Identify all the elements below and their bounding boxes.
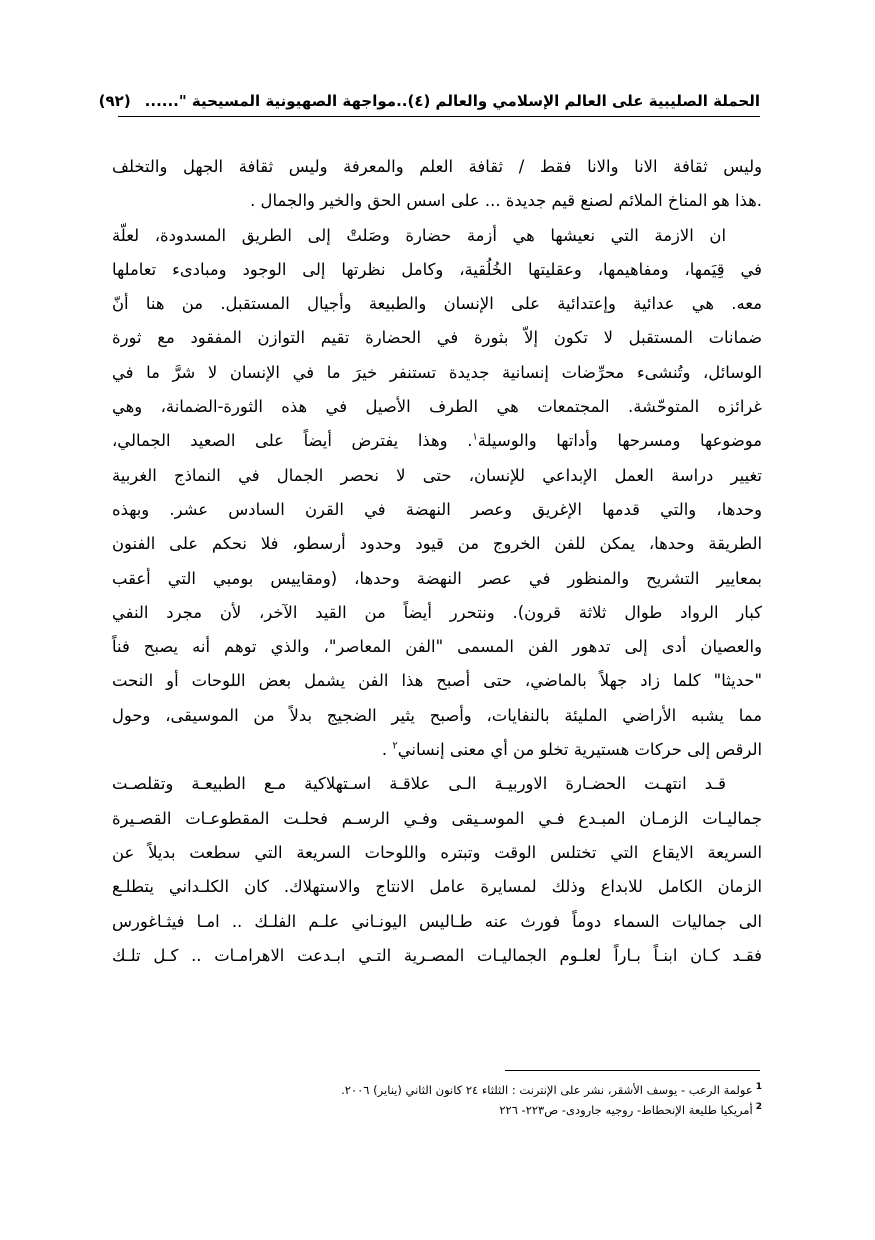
- text-segment: . وهذا يفترض أيضاً على الصعيد الجمالي،: [112, 431, 473, 451]
- text-line: معه. هي عدائية وإعتدائية على الإنسان والطبيعة وأجيال المستقبل. من هنا أنّ: [112, 294, 762, 314]
- text-line: كبار الرواد طوال ثلاثة قرون). ونتحرر أيضاً من القيد الآخر، لأن مجرد النفي: [112, 602, 762, 622]
- text-line: وحدها، والتي قدمها الإغريق وعصر النهضة في القرن السادس عشر. وبهذه: [112, 499, 762, 519]
- header-divider: [118, 116, 760, 117]
- text-line: الطريقة وحدها، يمكن للفن الخروج من قيود وحدود أرسطو، فلا نحكم على الفنون: [112, 534, 762, 554]
- footnote: [300, 1080, 762, 1100]
- text-line: السريعة الايقاع التي تختلس الوقت وتبتره واللوحات السريعة التي سطعت بديلاً عن: [112, 842, 762, 862]
- text-line: فقـد كـان ابنـاً بـاراً لعلـوم الجماليـات المصـرية التـي ابـدعت الاهرامـات .. كـل تلـك: [112, 945, 762, 965]
- text-line: في قِيَمها، ومفاهيمها، وعقليتها الخُلُقية، وكامل نظرتها إلى الوجود ومبادىء تعاملها: [112, 259, 762, 279]
- text-segment: .: [381, 740, 388, 760]
- text-line: ان الازمة التي نعيشها هي أزمة حضارة وصَلتْ إلى الطريق المسدودة، لعلّة: [112, 225, 726, 245]
- page-header: [98, 88, 760, 114]
- text-line: [112, 424, 762, 458]
- footnote-ref-2: ٢: [392, 740, 398, 752]
- body-text: [112, 150, 762, 973]
- footnote-ref-1: ١: [472, 431, 478, 443]
- text-line: الى جماليات السماء دوماً فورث عنه طـاليس اليونـاني علـم الفلـك .. امـا فيثـاغورس: [112, 911, 762, 931]
- text-line: [112, 733, 762, 767]
- footnotes: [300, 1080, 762, 1120]
- text-line: الزمان الكامل للابداع وذلك لمسايرة عامل الانتاج والاستهلاك. كان الكلـداني يتطلـع: [112, 877, 762, 897]
- text-line: غرائزه المتوحّشة. المجتمعات هي الطرف الأصيل في هذه الثورة-الضمانة، وهي: [112, 397, 762, 417]
- text-line: ضمانات المستقبل لا تكون إلاّ بثورة في الحضارة تقيم التوازن المفقود مع ثورة: [112, 328, 762, 348]
- page-number: (٩٢): [98, 92, 131, 110]
- text-line: قـد انتهـت الحضـارة الاوربيـة الـى علاقـة اسـتهلاكية مـع الطبيعـة وتقلصـت: [112, 774, 726, 794]
- text-segment: الرقص إلى حركات هستيرية تخلو من أي معنى إنساني: [397, 740, 762, 760]
- text-line: بمعايير التشريح والمنظور في عصر النهضة وحدها، (ومقاييس بومبي التي أعقب: [112, 568, 762, 588]
- footnote-divider: [505, 1070, 760, 1071]
- text-line: "حديثا" كلما زاد جهلاً بالماضي، حتى أصبح هذا الفن يشمل بعض اللوحات أو النحت: [112, 671, 762, 691]
- footnote-text: عولمة الرعب - يوسف الأشقر، نشر على الإنترنت : الثلثاء ٢٤ كانون الثاني (يناير) ٢٠٠٦.: [341, 1083, 753, 1097]
- text-line: تغيير دراسة العمل الإبداعي للإنسان، حتى لا نحصر الجمال في النماذج الغربية: [112, 465, 762, 485]
- text-line: والعصيان أدى إلى تدهور الفن المسمى "الفن المعاصر"، والذي توهم أنه يصبح فناً: [112, 637, 762, 657]
- footnote: [300, 1100, 762, 1120]
- text-line: مما يشبه الأراضي المليئة بالنفايات، وأصبح يثير الضجيج بدلاً من الموسيقى، وحول: [112, 705, 762, 725]
- footnote-number: 1: [755, 1082, 762, 1093]
- text-line: جماليـات الزمـان المبـدع فـي الموسـيقى وفـي الرسـم فحلـت المقطوعـات القصـيرة: [112, 808, 762, 828]
- header-title: الحملة الصليبية على العالم الإسلامي والعالم (٤)..مواجهة الصهيونية المسيحية "......: [144, 92, 760, 110]
- text-line: الوسائل، وتُنشىء محرِّضات إنسانية جديدة تستنفر خيرَ ما في الإنسان لا شرَّ ما في: [112, 362, 762, 382]
- footnote-number: 2: [755, 1102, 762, 1113]
- footnote-text: أمريكيا طليعة الإنحطاط- روجيه جارودى- ص٢٢٣- ٢٢٦: [499, 1103, 753, 1117]
- text-line: .هذا هو المناخ الملائم لصنع قيم جديدة ... على اسس الحق والخير والجمال .: [250, 191, 762, 211]
- text-segment: موضوعها ومسرحها وأداتها والوسيلة: [477, 431, 762, 451]
- text-line: وليس ثقافة الانا والانا فقط / ثقافة العلم والمعرفة وليس ثقافة الجهل والتخلف: [112, 157, 762, 176]
